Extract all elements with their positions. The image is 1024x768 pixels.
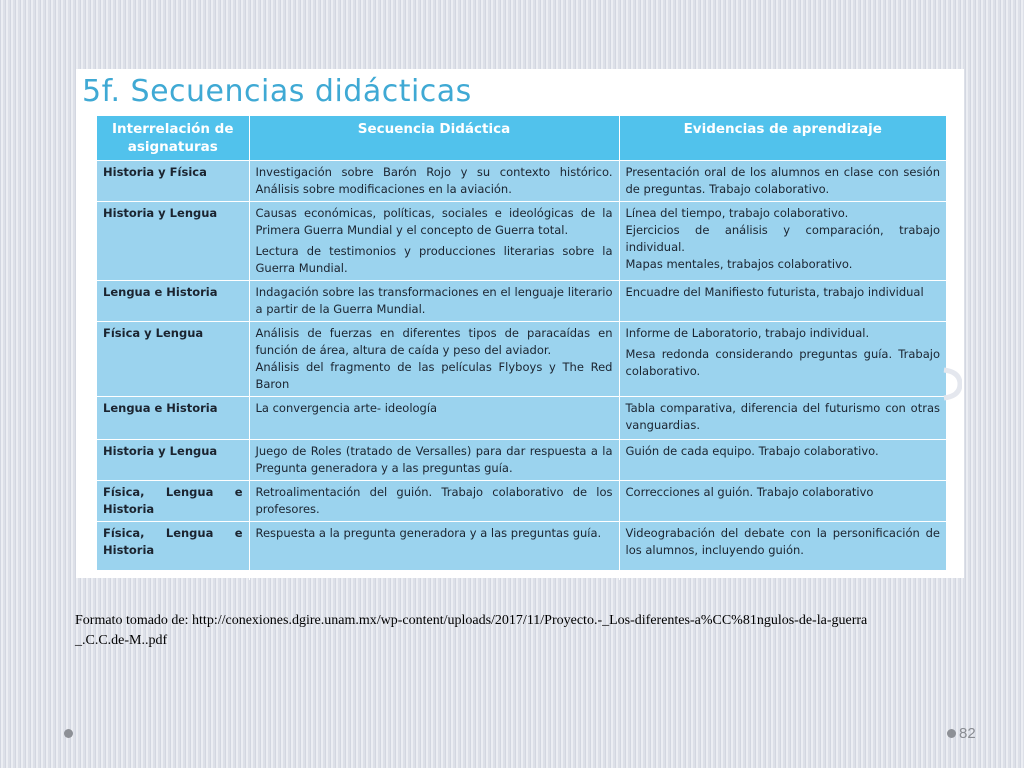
header-evidence: Evidencias de aprendizaje bbox=[619, 116, 946, 160]
evidence-text: Tabla comparativa, diferencia del futurismo con otras vanguardias. bbox=[625, 400, 940, 432]
header-sequence: Secuencia Didáctica bbox=[249, 116, 619, 160]
table-row bbox=[97, 439, 946, 480]
row-evidence bbox=[619, 480, 946, 521]
row-sequence bbox=[249, 439, 619, 480]
row-sequence bbox=[249, 160, 619, 201]
row-evidence bbox=[619, 321, 946, 396]
sequence-text: Retroalimentación del guión. Trabajo colaborativo de los profesores. bbox=[255, 484, 613, 516]
row-sequence bbox=[249, 321, 619, 396]
table-row bbox=[97, 321, 946, 396]
row-subject: Historia y Lengua bbox=[97, 201, 249, 280]
row-evidence bbox=[619, 396, 946, 439]
row-subject: Historia y Lengua bbox=[97, 439, 249, 480]
sequence-text: Juego de Roles (tratado de Versalles) para dar respuesta a la Pregunta generadora y a las preguntas guía. bbox=[255, 443, 613, 475]
row-evidence bbox=[619, 439, 946, 480]
table-row bbox=[97, 396, 946, 439]
sequence-text: La convergencia arte- ideología bbox=[255, 400, 438, 415]
bullet-dot-icon bbox=[64, 729, 73, 738]
source-citation: Formato tomado de: http://conexiones.dgire.unam.mx/wp-content/uploads/2017/11/Proyecto.-_Los-diferentes-a%CC%81ngulos-de-la-guerra_.C.C.de-M..pdf bbox=[75, 613, 868, 648]
sequence-text: Causas económicas, políticas, sociales e ideológicas de la Primera Guerra Mundial y el concepto de Guerra total. bbox=[255, 205, 613, 237]
header-subjects: Interrelación de asignaturas bbox=[97, 116, 249, 160]
evidence-text: Línea del tiempo, trabajo colaborativo. bbox=[625, 205, 849, 220]
bullet-dot-icon bbox=[947, 729, 956, 738]
sequence-text: Lectura de testimonios y producciones literarias sobre la Guerra Mundial. bbox=[255, 243, 613, 275]
sequence-text: Respuesta a la pregunta generadora y a las preguntas guía. bbox=[255, 525, 602, 540]
sequence-text: Indagación sobre las transformaciones en el lenguaje literario a partir de la Guerra Mundial. bbox=[255, 284, 613, 316]
slide-title: 5f. Secuencias didácticas bbox=[82, 74, 472, 109]
row-sequence bbox=[249, 521, 619, 580]
evidence-text: Encuadre del Manifiesto futurista, trabajo individual bbox=[625, 284, 924, 299]
row-evidence bbox=[619, 160, 946, 201]
page-number: 82 bbox=[959, 725, 976, 742]
evidence-text: Ejercicios de análisis y comparación, trabajo individual. bbox=[625, 222, 940, 254]
table-row bbox=[97, 280, 946, 321]
evidence-text: Mesa redonda considerando preguntas guía. Trabajo colaborativo. bbox=[625, 346, 940, 378]
sequence-text: Investigación sobre Barón Rojo y su contexto histórico. Análisis sobre modificaciones en la aviación. bbox=[255, 164, 613, 196]
decorative-arc-icon bbox=[940, 366, 962, 402]
row-subject: Lengua e Historia bbox=[97, 396, 249, 439]
row-sequence bbox=[249, 201, 619, 280]
evidence-text: Correcciones al guión. Trabajo colaborativo bbox=[625, 484, 874, 499]
row-subject: Física, Lengua e Historia bbox=[97, 480, 249, 521]
table-row bbox=[97, 201, 946, 280]
row-sequence bbox=[249, 280, 619, 321]
sequence-text: Análisis del fragmento de las películas Flyboys y The Red Baron bbox=[255, 359, 613, 391]
evidence-text: Informe de Laboratorio, trabajo individual. bbox=[625, 325, 870, 340]
table-header-row bbox=[97, 116, 946, 160]
row-evidence bbox=[619, 201, 946, 280]
table-row bbox=[97, 160, 946, 201]
row-sequence bbox=[249, 396, 619, 439]
evidence-text: Videograbación del debate con la personificación de los alumnos, incluyendo guión. bbox=[625, 525, 940, 557]
evidence-text: Presentación oral de los alumnos en clase con sesión de preguntas. Trabajo colaborativo. bbox=[625, 164, 940, 196]
row-subject: Lengua e Historia bbox=[97, 280, 249, 321]
table-row bbox=[97, 480, 946, 521]
row-sequence bbox=[249, 480, 619, 521]
row-subject: Historia y Física bbox=[97, 160, 249, 201]
slide-image bbox=[76, 69, 964, 578]
didactic-sequence-table bbox=[97, 116, 946, 580]
row-evidence bbox=[619, 280, 946, 321]
sequence-table-container bbox=[97, 116, 946, 570]
table-row bbox=[97, 521, 946, 580]
row-evidence bbox=[619, 521, 946, 580]
evidence-text: Mapas mentales, trabajos colaborativo. bbox=[625, 256, 853, 271]
row-subject: Física y Lengua bbox=[97, 321, 249, 396]
evidence-text: Guión de cada equipo. Trabajo colaborativo. bbox=[625, 443, 879, 458]
sequence-text: Análisis de fuerzas en diferentes tipos de paracaídas en función de área, altura de caída y peso del aviador. bbox=[255, 325, 613, 357]
row-subject: Física, Lengua e Historia bbox=[97, 521, 249, 580]
background-letter-decoration bbox=[940, 366, 962, 402]
